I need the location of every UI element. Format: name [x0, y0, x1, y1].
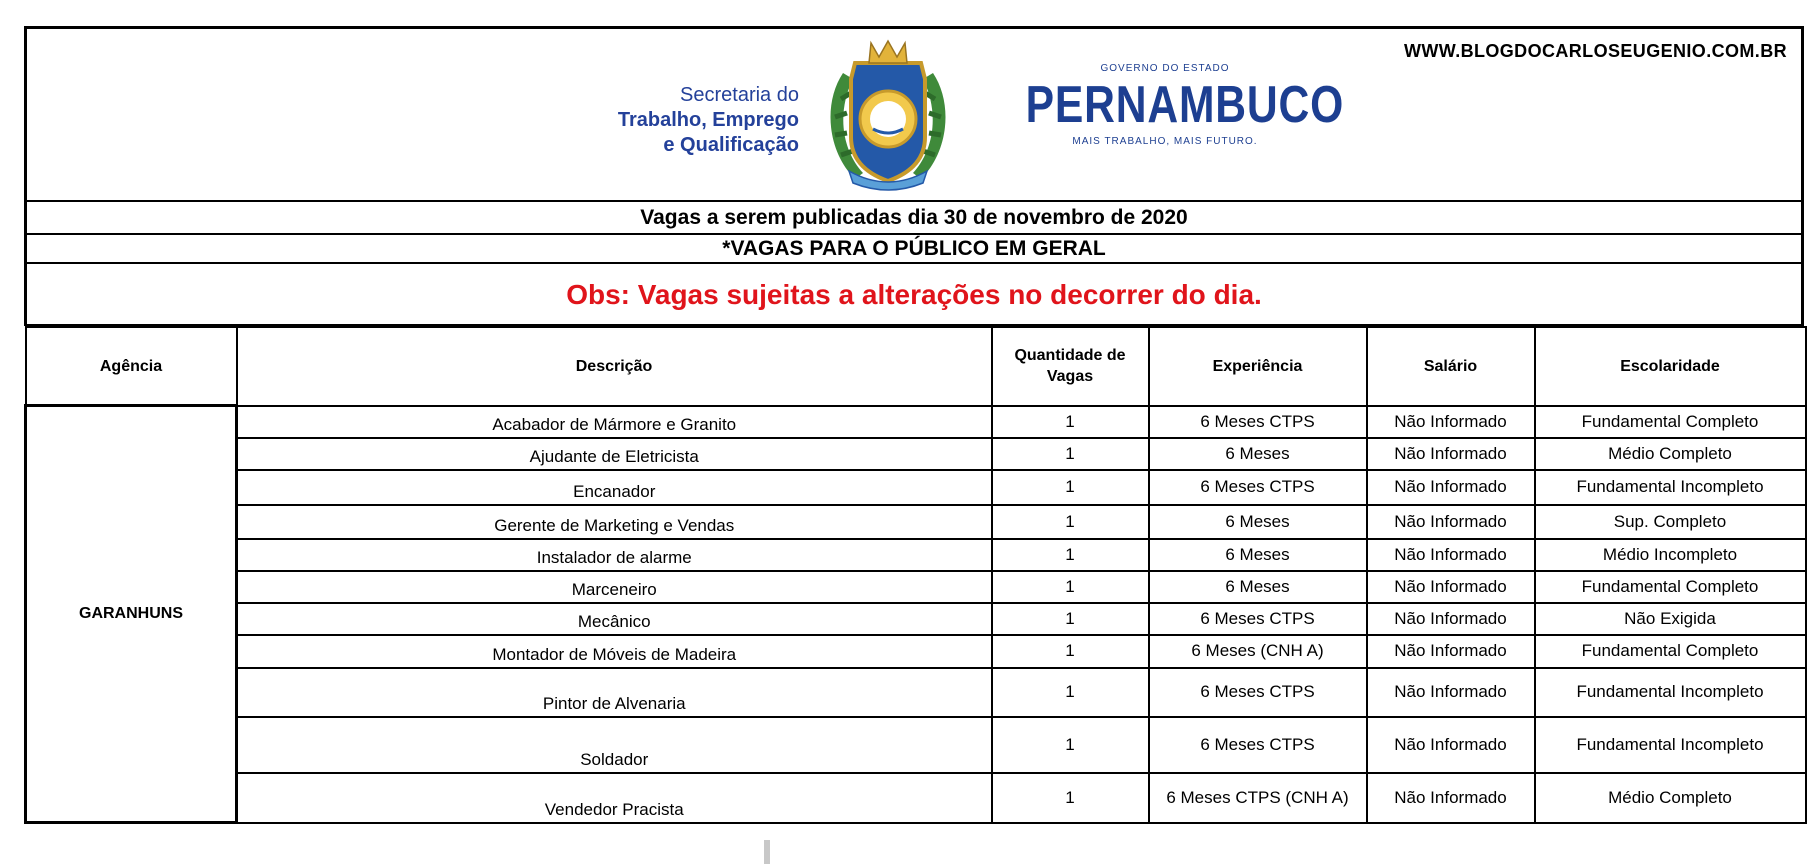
- job-quantity: 1: [992, 717, 1149, 773]
- job-experience: 6 Meses CTPS (CNH A): [1149, 773, 1367, 823]
- table-row: [26, 773, 1806, 823]
- job-description: Soldador: [237, 717, 992, 773]
- secretaria-logo-text: [567, 83, 799, 158]
- job-quantity: 1: [992, 773, 1149, 823]
- job-salary: Não Informado: [1367, 635, 1535, 668]
- job-experience: 6 Meses: [1149, 539, 1367, 571]
- job-experience: 6 Meses CTPS: [1149, 717, 1367, 773]
- table-row: [26, 717, 1806, 773]
- job-education: Fundamental Completo: [1535, 571, 1806, 603]
- job-salary: Não Informado: [1367, 406, 1535, 438]
- job-description: Vendedor Pracista: [237, 773, 992, 823]
- job-education: Fundamental Completo: [1535, 406, 1806, 438]
- governo-state-name: PERNAMBUCO: [1025, 76, 1345, 134]
- job-education: Fundamental Incompleto: [1535, 668, 1806, 717]
- table-header-row: [26, 327, 1806, 406]
- job-description: Instalador de alarme: [237, 539, 992, 571]
- job-description: Encanador: [237, 470, 992, 505]
- job-experience: 6 Meses CTPS: [1149, 603, 1367, 635]
- table-row: [26, 539, 1806, 571]
- job-salary: Não Informado: [1367, 668, 1535, 717]
- job-education: Médio Incompleto: [1535, 539, 1806, 571]
- governo-top-text: GOVERNO DO ESTADO: [1100, 63, 1230, 74]
- job-quantity: 1: [992, 505, 1149, 539]
- page-subtitle: *VAGAS PARA O PÚBLICO EM GERAL: [24, 235, 1804, 264]
- job-description: Acabador de Mármore e Granito: [237, 406, 992, 438]
- table-row: [26, 668, 1806, 717]
- job-description: Marceneiro: [237, 571, 992, 603]
- job-quantity: 1: [992, 406, 1149, 438]
- job-salary: Não Informado: [1367, 505, 1535, 539]
- job-salary: Não Informado: [1367, 470, 1535, 505]
- header-description: Descrição: [237, 327, 992, 406]
- pernambuco-coat-of-arms-icon: [813, 33, 963, 193]
- header-agency: Agência: [26, 327, 237, 406]
- job-experience: 6 Meses CTPS: [1149, 668, 1367, 717]
- secretaria-line2: Trabalho, Emprego: [617, 109, 799, 131]
- notice-text: Obs: Vagas sujeitas a alterações no decorrer do dia.: [24, 264, 1804, 326]
- job-description: Ajudante de Eletricista: [237, 438, 992, 470]
- governo-logo: [995, 63, 1345, 147]
- job-quantity: 1: [992, 470, 1149, 505]
- table-row: [26, 406, 1806, 438]
- job-education: Médio Completo: [1535, 438, 1806, 470]
- job-experience: 6 Meses (CNH A): [1149, 635, 1367, 668]
- job-quantity: 1: [992, 635, 1149, 668]
- job-quantity: 1: [992, 438, 1149, 470]
- job-quantity: 1: [992, 603, 1149, 635]
- page-divider: [764, 840, 770, 864]
- job-experience: 6 Meses: [1149, 571, 1367, 603]
- header-education: Escolaridade: [1535, 327, 1806, 406]
- header-banner: [24, 26, 1804, 202]
- job-description: Pintor de Alvenaria: [237, 668, 992, 717]
- job-salary: Não Informado: [1367, 539, 1535, 571]
- governo-slogan: MAIS TRABALHO, MAIS FUTURO.: [1072, 136, 1258, 147]
- table-row: [26, 571, 1806, 603]
- job-salary: Não Informado: [1367, 773, 1535, 823]
- job-education: Fundamental Completo: [1535, 635, 1806, 668]
- job-salary: Não Informado: [1367, 571, 1535, 603]
- table-row: [26, 505, 1806, 539]
- table-row: [26, 470, 1806, 505]
- job-sheet: [24, 26, 1804, 824]
- job-quantity: 1: [992, 539, 1149, 571]
- job-education: Não Exigida: [1535, 603, 1806, 635]
- table-row: [26, 438, 1806, 470]
- table-row: [26, 635, 1806, 668]
- job-description: Montador de Móveis de Madeira: [237, 635, 992, 668]
- header-salary: Salário: [1367, 327, 1535, 406]
- secretaria-line1: Secretaria do: [680, 84, 799, 106]
- table-row: [26, 603, 1806, 635]
- header-quantity: Quantidade de Vagas: [992, 327, 1149, 406]
- agency-cell: GARANHUNS: [26, 406, 237, 823]
- job-experience: 6 Meses: [1149, 505, 1367, 539]
- job-experience: 6 Meses CTPS: [1149, 470, 1367, 505]
- header-experience: Experiência: [1149, 327, 1367, 406]
- job-education: Fundamental Incompleto: [1535, 717, 1806, 773]
- job-experience: 6 Meses CTPS: [1149, 406, 1367, 438]
- job-experience: 6 Meses: [1149, 438, 1367, 470]
- job-quantity: 1: [992, 668, 1149, 717]
- job-description: Mecânico: [237, 603, 992, 635]
- page-title: Vagas a serem publicadas dia 30 de novembro de 2020: [24, 202, 1804, 235]
- job-education: Médio Completo: [1535, 773, 1806, 823]
- job-quantity: 1: [992, 571, 1149, 603]
- secretaria-line3: e Qualificação: [663, 134, 799, 156]
- jobs-table: [24, 326, 1807, 824]
- job-salary: Não Informado: [1367, 603, 1535, 635]
- job-salary: Não Informado: [1367, 717, 1535, 773]
- job-salary: Não Informado: [1367, 438, 1535, 470]
- job-education: Fundamental Incompleto: [1535, 470, 1806, 505]
- job-description: Gerente de Marketing e Vendas: [237, 505, 992, 539]
- site-url: WWW.BLOGDOCARLOSEUGENIO.COM.BR: [1404, 41, 1787, 61]
- job-education: Sup. Completo: [1535, 505, 1806, 539]
